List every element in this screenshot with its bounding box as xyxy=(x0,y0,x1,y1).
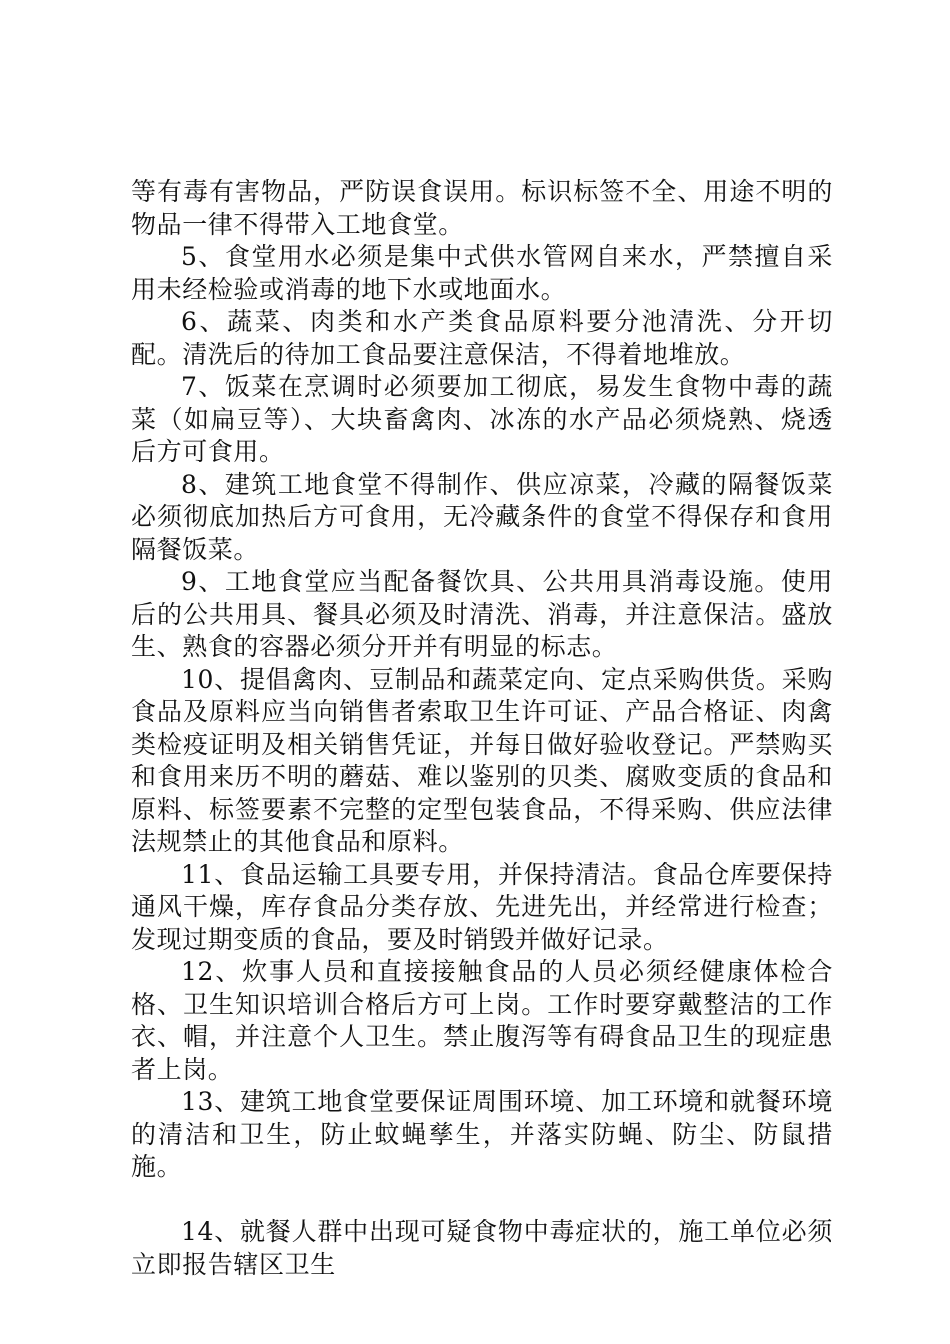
paragraph-8: 11、食品运输工具要专用，并保持清洁。食品仓库要保持通风干燥，库存食品分类存放、先进先出，并经常进行检查；发现过期变质的食品，要及时销毁并做好记录。 xyxy=(131,859,833,954)
paragraph-1: 等有毒有害物品，严防误食误用。标识标签不全、用途不明的物品一律不得带入工地食堂。 xyxy=(131,177,833,239)
paragraph-7: 10、提倡禽肉、豆制品和蔬菜定向、定点采购供货。采购食品及原料应当向销售者索取卫生许可证、产品合格证、肉禽类检疫证明及相关销售凭证，并每日做好验收登记。严禁购买和食用来历不明的蘑菇、难以鉴别的贝类、腐败变质的食品和原料、标签要素不完整的定型包装食品，不得采购、供应法律法规禁止的其他食品和原料。 xyxy=(131,664,833,856)
paragraph-5: 8、建筑工地食堂不得制作、供应凉菜，冷藏的隔餐饭菜必须彻底加热后方可食用，无冷藏条件的食堂不得保存和食用隔餐饭菜。 xyxy=(131,469,833,564)
paragraph-3: 6、蔬菜、肉类和水产类食品原料要分池清洗、分开切配。清洗后的待加工食品要注意保洁，不得着地堆放。 xyxy=(131,307,833,369)
paragraph-6: 9、工地食堂应当配备餐饮具、公共用具消毒设施。使用后的公共用具、餐具必须及时清洗、消毒，并注意保洁。盛放生、熟食的容器必须分开并有明显的标志。 xyxy=(131,567,833,661)
paragraph-4: 7、饭菜在烹调时必须要加工彻底，易发生食物中毒的蔬菜（如扁豆等）、大块畜禽肉、冰冻的水产品必须烧熟、烧透后方可食用。 xyxy=(131,372,833,466)
blank-line xyxy=(131,1184,833,1217)
paragraph-2: 5、食堂用水必须是集中式供水管网自来水，严禁擅自采用未经检验或消毒的地下水或地面水。 xyxy=(131,242,833,304)
paragraph-11: 14、就餐人群中出现可疑食物中毒症状的，施工单位必须立即报告辖区卫生 xyxy=(131,1217,833,1279)
paragraph-10: 13、建筑工地食堂要保证周围环境、加工环境和就餐环境的清洁和卫生，防止蚊蝇孳生，并落实防蝇、防尘、防鼠措施。 xyxy=(131,1087,833,1181)
paragraph-9: 12、炊事人员和直接接触食品的人员必须经健康体检合格、卫生知识培训合格后方可上岗。工作时要穿戴整洁的工作衣、帽，并注意个人卫生。禁止腹泻等有碍食品卫生的现症患者上岗。 xyxy=(131,957,833,1084)
document-body xyxy=(131,176,833,1281)
